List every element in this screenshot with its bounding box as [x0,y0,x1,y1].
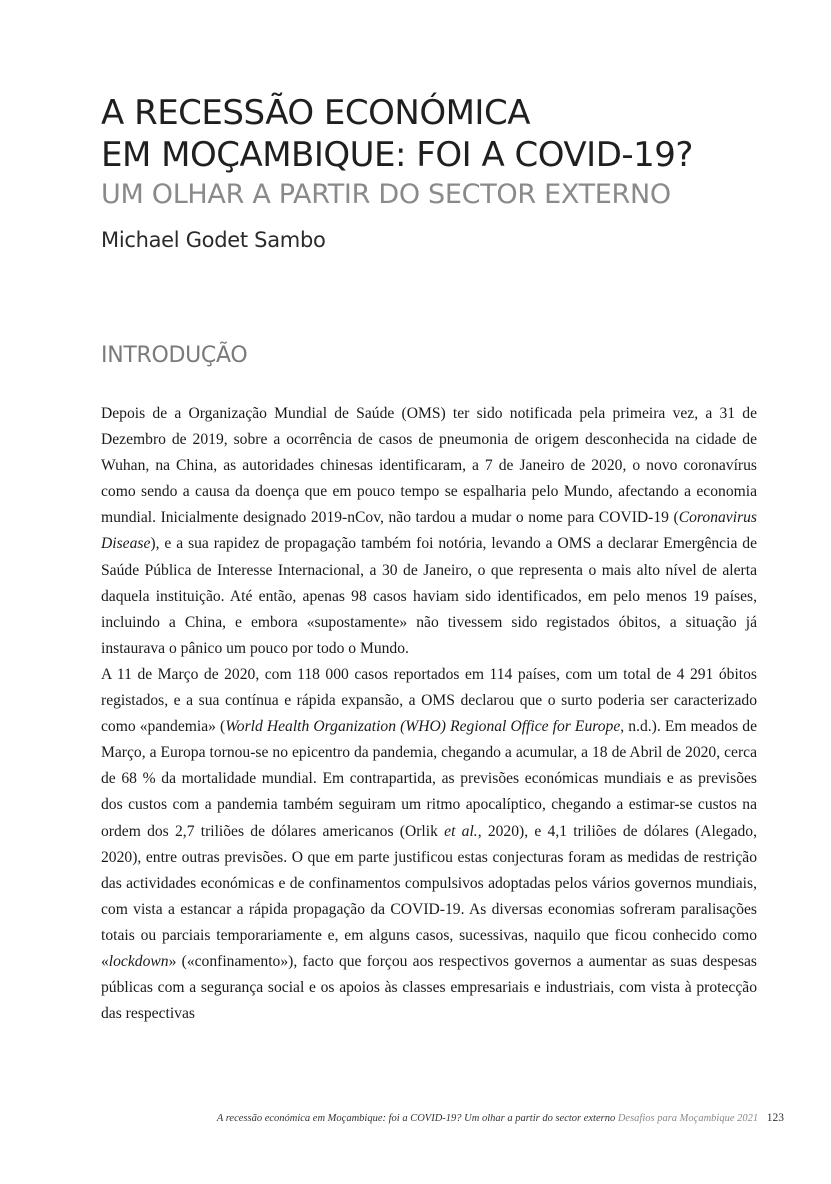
paragraph-2-italic-3: lockdown [108,952,169,970]
paragraph-1 [101,401,757,662]
footer-running-title: A recessão económica em Moçambique: foi a COVID-19? Um olhar a partir do sector externo [216,1113,616,1124]
paragraph-2-italic-1: World Health Organization (WHO) Regional Office for Europe [225,718,621,736]
page-footer [217,1112,784,1124]
paragraph-1-italic: Coronavirus Disease [101,509,757,553]
footer-publication: Desafios para Moçambique 2021 [617,1113,759,1124]
body-text [101,401,757,1027]
paragraph-2 [101,662,757,1027]
article-title-line-1: A RECESSÃO ECONÓMICA [101,93,530,133]
title-block [101,92,781,254]
paragraph-1-text-a: Depois de a Organização Mundial de Saúde (OMS) ter sido notificada pela primeira vez, a 31 de Dezembro de 2019, sobre a ocorrência de casos de pneumonia de origem desconhecida na cidade de Wuhan, na China, as autoridades chinesas identificaram, a 7 de Janeiro de 2020, o novo coronavírus como sendo a causa da doença que em pouco tempo se espalharia pelo Mundo, afectando a economia mundial. Inicialmente designado 2019-nCov, não tardou a mudar o nome para COVID-19 ( [101,405,757,527]
page-number: 123 [766,1112,784,1124]
section-heading: INTRODUÇÃO [101,343,248,368]
author-name: Michael Godet Sambo [101,228,326,252]
paragraph-2-text-c: , 2020), e 4,1 triliões de dólares (Alegado, 2020), entre outras previsões. O que em parte justificou estas conjecturas foram as medidas de restrição das actividades económicas e de confinamentos compulsivos adoptadas pelos vários governos mundiais, com vista a estancar a rápida propagação da COVID-19. As diversas economias sofreram paralisações totais ou parciais temporariamente e, em alguns casos, sucessivas, naquilo que ficou conhecido como « [101,822,757,970]
paragraph-2-italic-2: et al. [444,822,478,840]
paragraph-2-text-b: , n.d.). Em meados de Março, a Europa tornou-se no epicentro da pandemia, chegando a acumular, a 18 de Abril de 2020, cerca de 68 % da mortalidade mundial. Em contrapartida, as previsões económicas mundiais e as previsões dos custos com a pandemia também seguiram um ritmo apocalíptico, chegando a estimar-se custos na ordem dos 2,7 triliões de dólares americanos (Orlik [101,718,758,840]
paragraph-2-text-d: » («confinamento»), facto que forçou aos respectivos governos a aumentar as suas despesas públicas com a segurança social e os apoios às classes empresariais e industriais, com vista à protecção das respectivas [101,952,757,1023]
paragraph-2-text-a: A 11 de Março de 2020, com 118 000 casos reportados em 114 países, com um total de 4 291 óbitos registados, e a sua contínua e rápida expansão, a OMS declarou que o surto poderia ser caracterizado como «pandemia» ( [101,665,757,736]
article-title-line-2: EM MOÇAMBIQUE: FOI A COVID-19? [101,135,693,175]
paragraph-1-text-b: ), e a sua rapidez de propagação também foi notória, levando a OMS a declarar Emergência de Saúde Pública de Interesse Internacional, a 30 de Janeiro, o que representa o mais alto nível de alerta daquela instituição. Até então, apenas 98 casos haviam sido identificados, em pelo menos 19 países, incluindo a China, e embora «supostamente» não tivessem sido registados óbitos, a situação já instaurava o pânico um pouco por todo o Mundo. [101,535,757,657]
article-subtitle: UM OLHAR A PARTIR DO SECTOR EXTERNO [101,179,671,210]
